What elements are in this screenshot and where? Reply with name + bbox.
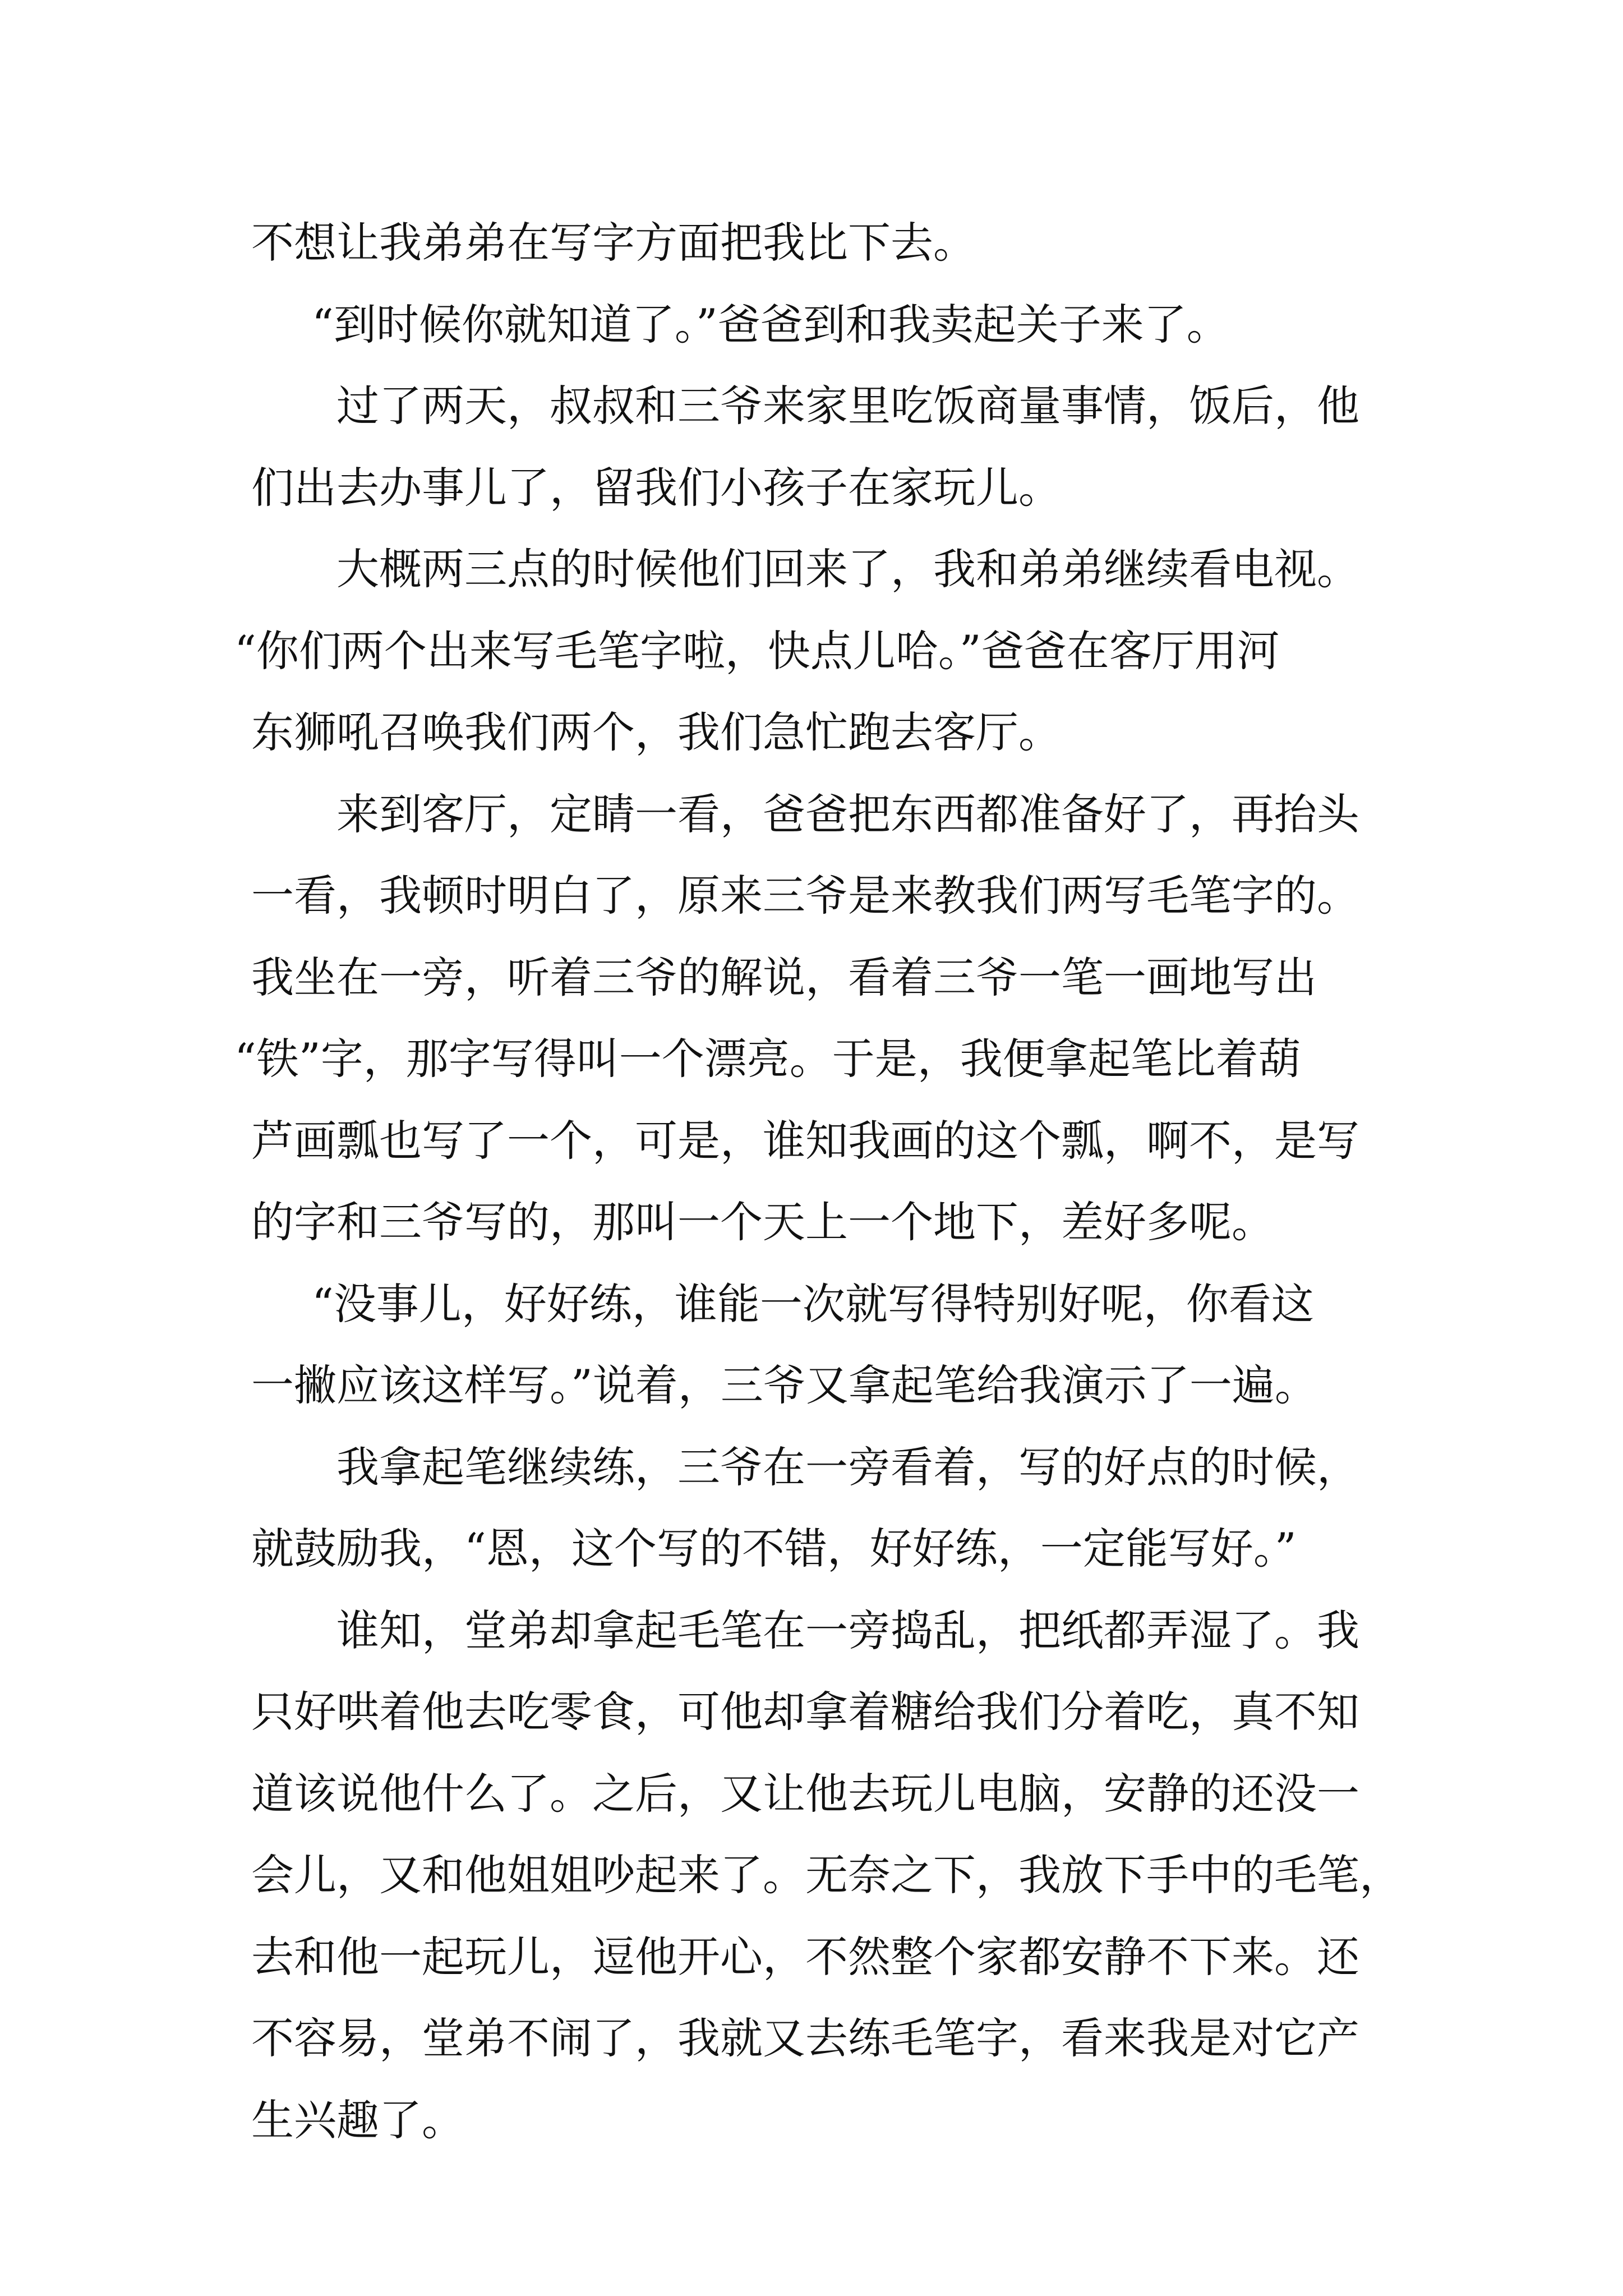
text-line: 我拿起笔继续练，三爷在一旁看着，写的好点的时候， (336, 1442, 1359, 1492)
text-line: 东狮吼召唤我们两个，我们急忙跑去客厅。 (251, 707, 1061, 757)
text-line: “没事儿，好好练，谁能一次就写得特别好呢，你看这 (312, 1278, 1314, 1329)
text-line: 大概两三点的时候他们回来了，我和弟弟继续看电视。 (336, 544, 1359, 594)
document-body (234, 202, 1440, 2161)
text-line: 芦画瓢也写了一个，可是，谁知我画的这个瓢，啊不，是写 (251, 1115, 1359, 1166)
text-line: 道该说他什么了。之后，又让他去玩儿电脑，安静的还没一 (251, 1768, 1359, 1819)
text-line: 生兴趣了。 (251, 2095, 464, 2145)
text-line: 的字和三爷写的，那叫一个天上一个地下，差好多呢。 (251, 1197, 1274, 1247)
text-line: 就鼓励我，“恩，这个写的不错，好好练，一定能写好。” (251, 1524, 1297, 1573)
text-line: 会儿，又和他姐姐吵起来了。无奈之下，我放下手中的毛笔， (251, 1850, 1402, 1900)
text-line: 来到客厅，定睛一看，爸爸把东西都准备好了，再抬头 (336, 789, 1359, 839)
text-line: “铁”字，那字写得叫一个漂亮。于是，我便拿起笔比着葫 (234, 1034, 1301, 1084)
text-line: 不想让我弟弟在写字方面把我比下去。 (251, 218, 976, 268)
text-line: 们出去办事儿了，留我们小孩子在家玩儿。 (251, 462, 1061, 513)
text-line: “你们两个出来写毛笔字啦，快点儿哈。”爸爸在客厅用河 (234, 625, 1280, 676)
text-line: 只好哄着他去吃零食，可他却拿着糖给我们分着吃，真不知 (251, 1687, 1359, 1737)
text-line: 过了两天，叔叔和三爷来家里吃饭商量事情，饭后，他 (336, 381, 1359, 431)
text-line: 谁知，堂弟却拿起毛笔在一旁捣乱，把纸都弄湿了。我 (336, 1605, 1359, 1655)
text-line: “到时候你就知道了。”爸爸到和我卖起关子来了。 (312, 299, 1229, 349)
text-line: 不容易，堂弟不闹了，我就又去练毛笔字，看来我是对它产 (251, 2013, 1359, 2063)
text-line: 去和他一起玩儿，逗他开心，不然整个家都安静不下来。还 (251, 1931, 1359, 1982)
text-line: 我坐在一旁，听着三爷的解说，看着三爷一笔一画地写出 (251, 952, 1317, 1002)
text-line: 一撇应该这样写。”说着，三爷又拿起笔给我演示了一遍。 (251, 1360, 1317, 1410)
text-line: 一看，我顿时明白了，原来三爷是来教我们两写毛笔字的。 (251, 871, 1359, 921)
